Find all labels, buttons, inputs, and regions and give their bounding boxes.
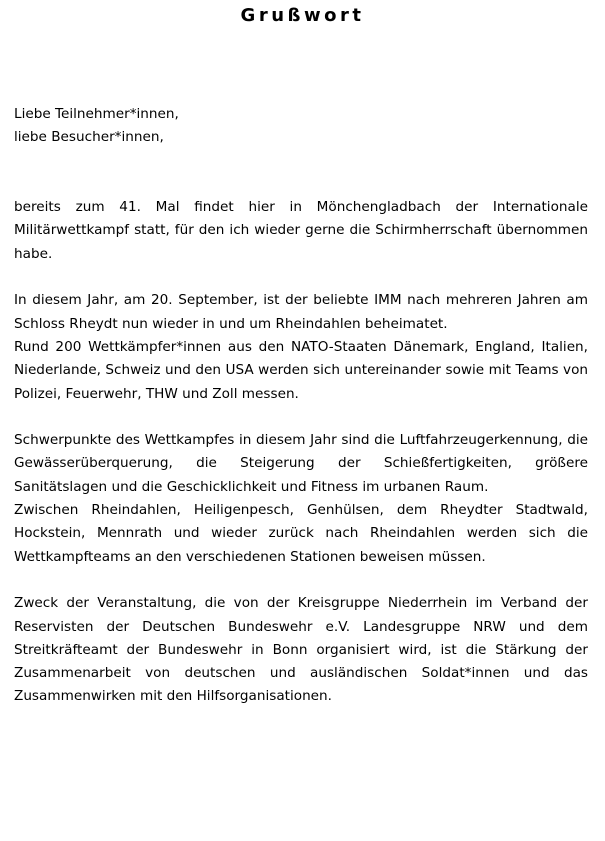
paragraph: Rund 200 Wettkämpfer*innen aus den NATO-Staaten Dänemark, England, Italien, Niederlande, Schweiz und den USA werden sich untereinander sowie mit Teams von Polizei, Feuerwehr, THW und Zoll messen. (14, 338, 588, 402)
paragraph-spacer (14, 173, 588, 196)
salutation-line: liebe Besucher*innen, (14, 129, 164, 146)
paragraph: bereits zum 41. Mal findet hier in Mönchengladbach der Internationale Militärwettkampf statt, für den ich wieder gerne die Schirmherrschaft übernommen habe. (14, 199, 588, 262)
paragraph-spacer (14, 150, 588, 173)
paragraph-spacer (14, 406, 588, 429)
paragraph-spacer (14, 569, 588, 592)
paragraph: Schwerpunkte des Wettkampfes in diesem Jahr sind die Luftfahrzeugerkennung, die Gewässerüberquerung, die Steigerung der Schießfertigkeiten, größere Sanitätslagen und die Geschicklichkeit und Fitness im urbanen Raum. (14, 432, 588, 495)
paragraph: In diesem Jahr, am 20. September, ist der beliebte IMM nach mehreren Jahren am Schloss Rheydt nun wieder in und um Rheindahlen beheimatet. (14, 292, 588, 332)
page-title: Grußwort (240, 5, 365, 26)
paragraph: Zwischen Rheindahlen, Heiligenpesch, Genhülsen, dem Rheydter Stadtwald, Hockstein, Mennrath und wieder zurück nach Rheindahlen werden sich die Wettkampfteams an den verschiedenen Stationen beweisen müssen. (14, 502, 588, 565)
paragraph: Zweck der Veranstaltung, die von der Kreisgruppe Niederrhein im Verband der Reservisten der Deutschen Bundeswehr e.V. Landesgruppe NRW und dem Streitkräfteamt der Bundeswehr in Bonn organisiert wird, ist die Stärkung der Zusammenarbeit von deutschen und ausländischen Soldat*innen und das Zusammenwirken mit den Hilfsorganisationen. (14, 595, 588, 705)
paragraph-spacer (14, 266, 588, 289)
salutation-line: Liebe Teilnehmer*innen, (14, 106, 179, 122)
letter-body (14, 103, 588, 709)
